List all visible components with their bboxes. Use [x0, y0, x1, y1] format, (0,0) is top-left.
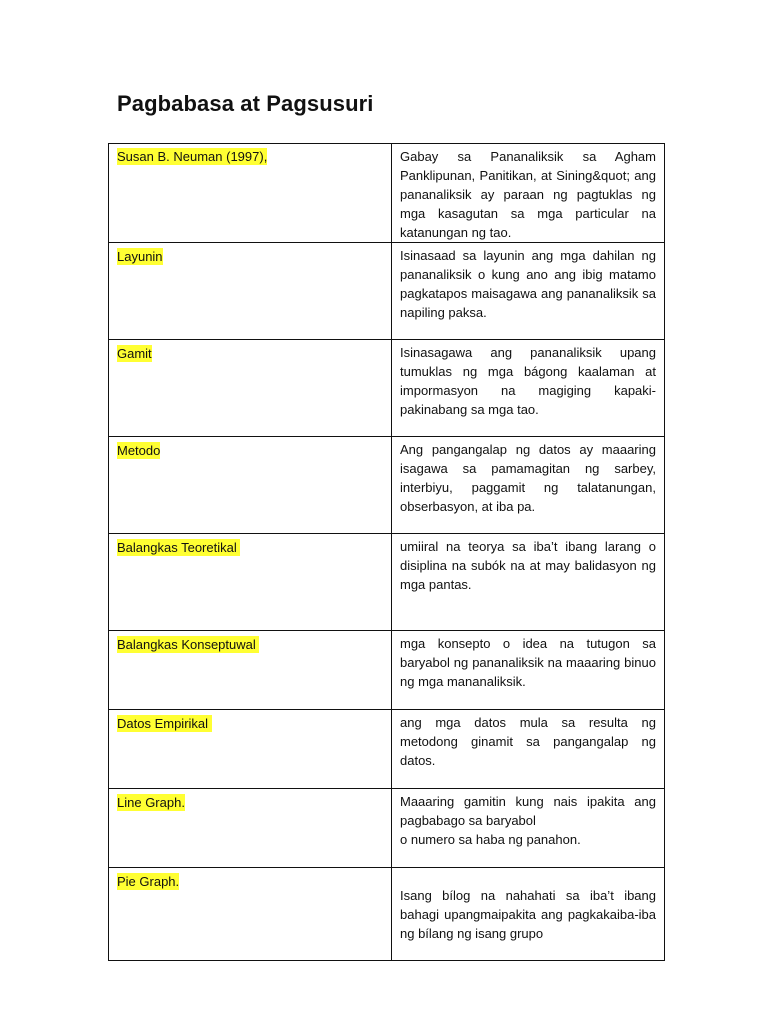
- definition-text: Isinasaad sa layunin ang mga dahilan ng pananaliksik o kung ano ang ibig matamo pagkatapos maisagawa ang pananaliksik sa napiling paksa.: [400, 248, 656, 320]
- definition-text: umiiral na teorya sa iba’t ibang larang o disiplina na subók na at may balidasyon ng mga pantas.: [400, 539, 656, 592]
- definition-cell: [392, 340, 665, 437]
- definition-line: Maaaring gamitin kung nais ipakita ang pagbabago sa baryabol: [400, 794, 656, 828]
- highlighted-term: Layunin: [117, 249, 163, 264]
- table-row: [109, 340, 665, 437]
- definition-cell: [392, 868, 665, 961]
- term-cell: [109, 437, 392, 534]
- term-cell: [109, 144, 392, 243]
- definition-text: ang mga datos mula sa resulta ng metodong ginamit sa pangangalap ng datos.: [400, 715, 656, 768]
- highlighted-term: Line Graph.: [117, 795, 185, 810]
- term-cell: [109, 710, 392, 789]
- table-row: [109, 437, 665, 534]
- highlighted-term: Susan B. Neuman (1997),: [117, 149, 268, 164]
- definition-cell: [392, 631, 665, 710]
- definition-text: Ang pangangalap ng datos ay maaaring isagawa sa pamamagitan ng sarbey, interbiyu, paggamit ng talatanungan, obserbasyon, at iba pa.: [400, 442, 656, 514]
- page-title: Pagbabasa at Pagsusuri: [117, 91, 374, 116]
- table-row: [109, 534, 665, 631]
- term-cell: [109, 631, 392, 710]
- highlighted-term: Gamit: [117, 346, 152, 361]
- table-row: [109, 789, 665, 868]
- definition-cell: [392, 789, 665, 868]
- highlighted-term: Metodo: [117, 443, 161, 458]
- table-row: [109, 710, 665, 789]
- term-cell: [109, 789, 392, 868]
- highlighted-term: Balangkas Teoretikal: [117, 540, 241, 555]
- definition-cell: [392, 437, 665, 534]
- definition-text: Isang bílog na nahahati sa iba’t ibang bahagi upangmaipakita ang pagkakaiba-iba ng bílang ng isang grupo: [400, 888, 656, 941]
- definition-cell: [392, 243, 665, 340]
- term-cell: [109, 340, 392, 437]
- definition-cell: [392, 710, 665, 789]
- term-cell: [109, 243, 392, 340]
- definition-text: mga konsepto o idea na tutugon sa baryabol ng pananaliksik na maaaring binuo ng mga mananaliksik.: [400, 636, 656, 689]
- definition-cell: [392, 144, 665, 243]
- definition-text: Isinasagawa ang pananaliksik upang tumuklas ng mga bágong kaalaman at impormasyon na magiging kapaki-pakinabang sa mga tao.: [400, 345, 656, 417]
- table-row: [109, 631, 665, 710]
- definition-line: o numero sa haba ng panahon.: [400, 832, 581, 847]
- term-cell: [109, 868, 392, 961]
- highlighted-term: Balangkas Konseptuwal: [117, 637, 260, 652]
- highlighted-term: Datos Empirikal: [117, 716, 212, 731]
- definition-cell: [392, 534, 665, 631]
- table-row: [109, 144, 665, 243]
- definitions-table: [108, 143, 665, 961]
- table-row: [109, 243, 665, 340]
- term-cell: [109, 534, 392, 631]
- highlighted-term: Pie Graph.: [117, 874, 180, 889]
- table-row: [109, 868, 665, 961]
- definition-text: Gabay sa Pananaliksik sa Agham Panklipunan, Panitikan, at Sining&quot; ang pananaliksik ay paraan ng pagtuklas ng mga kasagutan sa mga particular na katanungan ng tao.: [400, 149, 656, 240]
